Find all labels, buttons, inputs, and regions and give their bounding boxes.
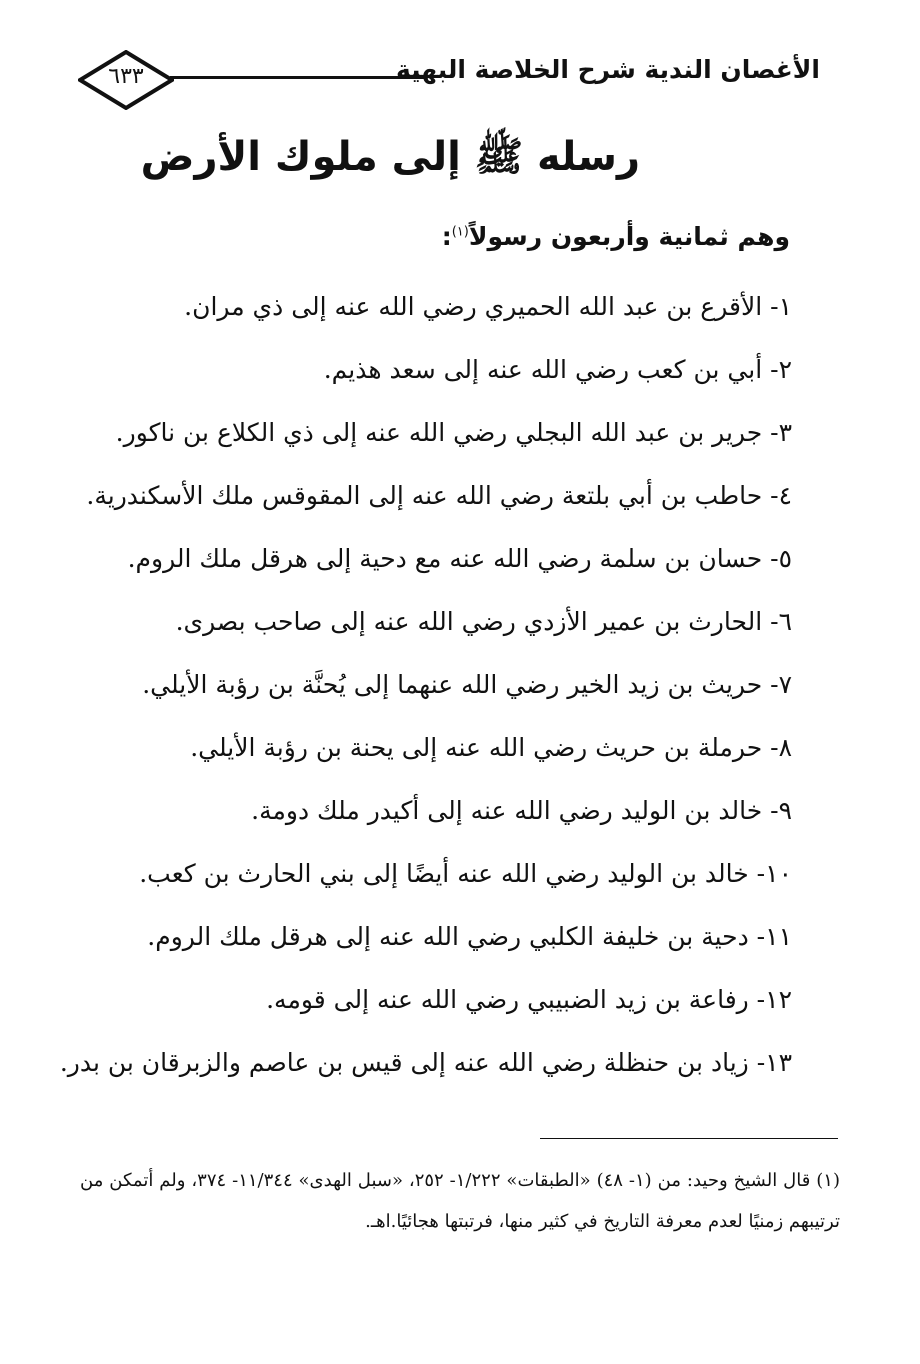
section-subtitle: [442, 222, 790, 251]
list-item: ٩- خالد بن الوليد رضي الله عنه إلى أكيدر ملك دومة.: [251, 796, 792, 825]
list-item: ٥- حسان بن سلمة رضي الله عنه مع دحية إلى هرقل ملك الروم.: [127, 544, 792, 573]
header-rule: [170, 76, 425, 79]
footnote: (١) قال الشيخ وحيد: من (١- ٤٨) «الطبقات» ١/٢٢٢- ٢٥٢، «سبل الهدى» ١١/٣٤٤- ٣٧٤، ولم أتمكن من ترتيبهم زمنيًا لعدم معرفة التاريخ في كثير منها، فرتبتها هجائيًا.اهـ.: [80, 1170, 840, 1232]
list-item: ١٢- رفاعة بن زيد الضبيبي رضي الله عنه إلى قومه.: [266, 985, 792, 1014]
footnote-separator: [540, 1138, 838, 1139]
envoys-list: [59, 282, 792, 1101]
footnote-marker: (١): [451, 224, 469, 240]
page-number: ٦٣٣: [108, 64, 144, 89]
running-header-title: الأغصان الندية شرح الخلاصة البهية: [395, 55, 820, 84]
list-item: ٨- حرملة بن حريث رضي الله عنه إلى يحنة بن رؤبة الأيلي.: [190, 733, 792, 762]
list-item: ٦- الحارث بن عمير الأزدي رضي الله عنه إلى صاحب بصرى.: [175, 607, 792, 636]
list-item: ١- الأقرع بن عبد الله الحميري رضي الله عنه إلى ذي مران.: [184, 292, 792, 321]
list-item: ١٣- زياد بن حنظلة رضي الله عنه إلى قيس بن عاصم والزبرقان بن بدر.: [59, 1048, 792, 1077]
list-item: ١١- دحية بن خليفة الكلبي رضي الله عنه إلى هرقل ملك الروم.: [147, 922, 792, 951]
chapter-title: رسله ﷺ إلى ملوك الأرض: [140, 134, 640, 180]
list-item: ٧- حريث بن زيد الخير رضي الله عنهما إلى يُحنَّة بن رؤبة الأيلي.: [142, 670, 792, 699]
subtitle-text: وهم ثمانية وأربعون رسولاً: [468, 222, 790, 251]
list-item: ١٠- خالد بن الوليد رضي الله عنه أيضًا إلى بني الحارث بن كعب.: [139, 859, 792, 888]
list-item: ٤- حاطب بن أبي بلتعة رضي الله عنه إلى المقوقس ملك الأسكندرية.: [86, 481, 792, 510]
subtitle-colon: :: [441, 222, 452, 251]
list-item: ٢- أبي بن كعب رضي الله عنه إلى سعد هذيم.: [323, 355, 792, 384]
list-item: ٣- جرير بن عبد الله البجلي رضي الله عنه إلى ذي الكلاع بن ناكور.: [115, 418, 792, 447]
